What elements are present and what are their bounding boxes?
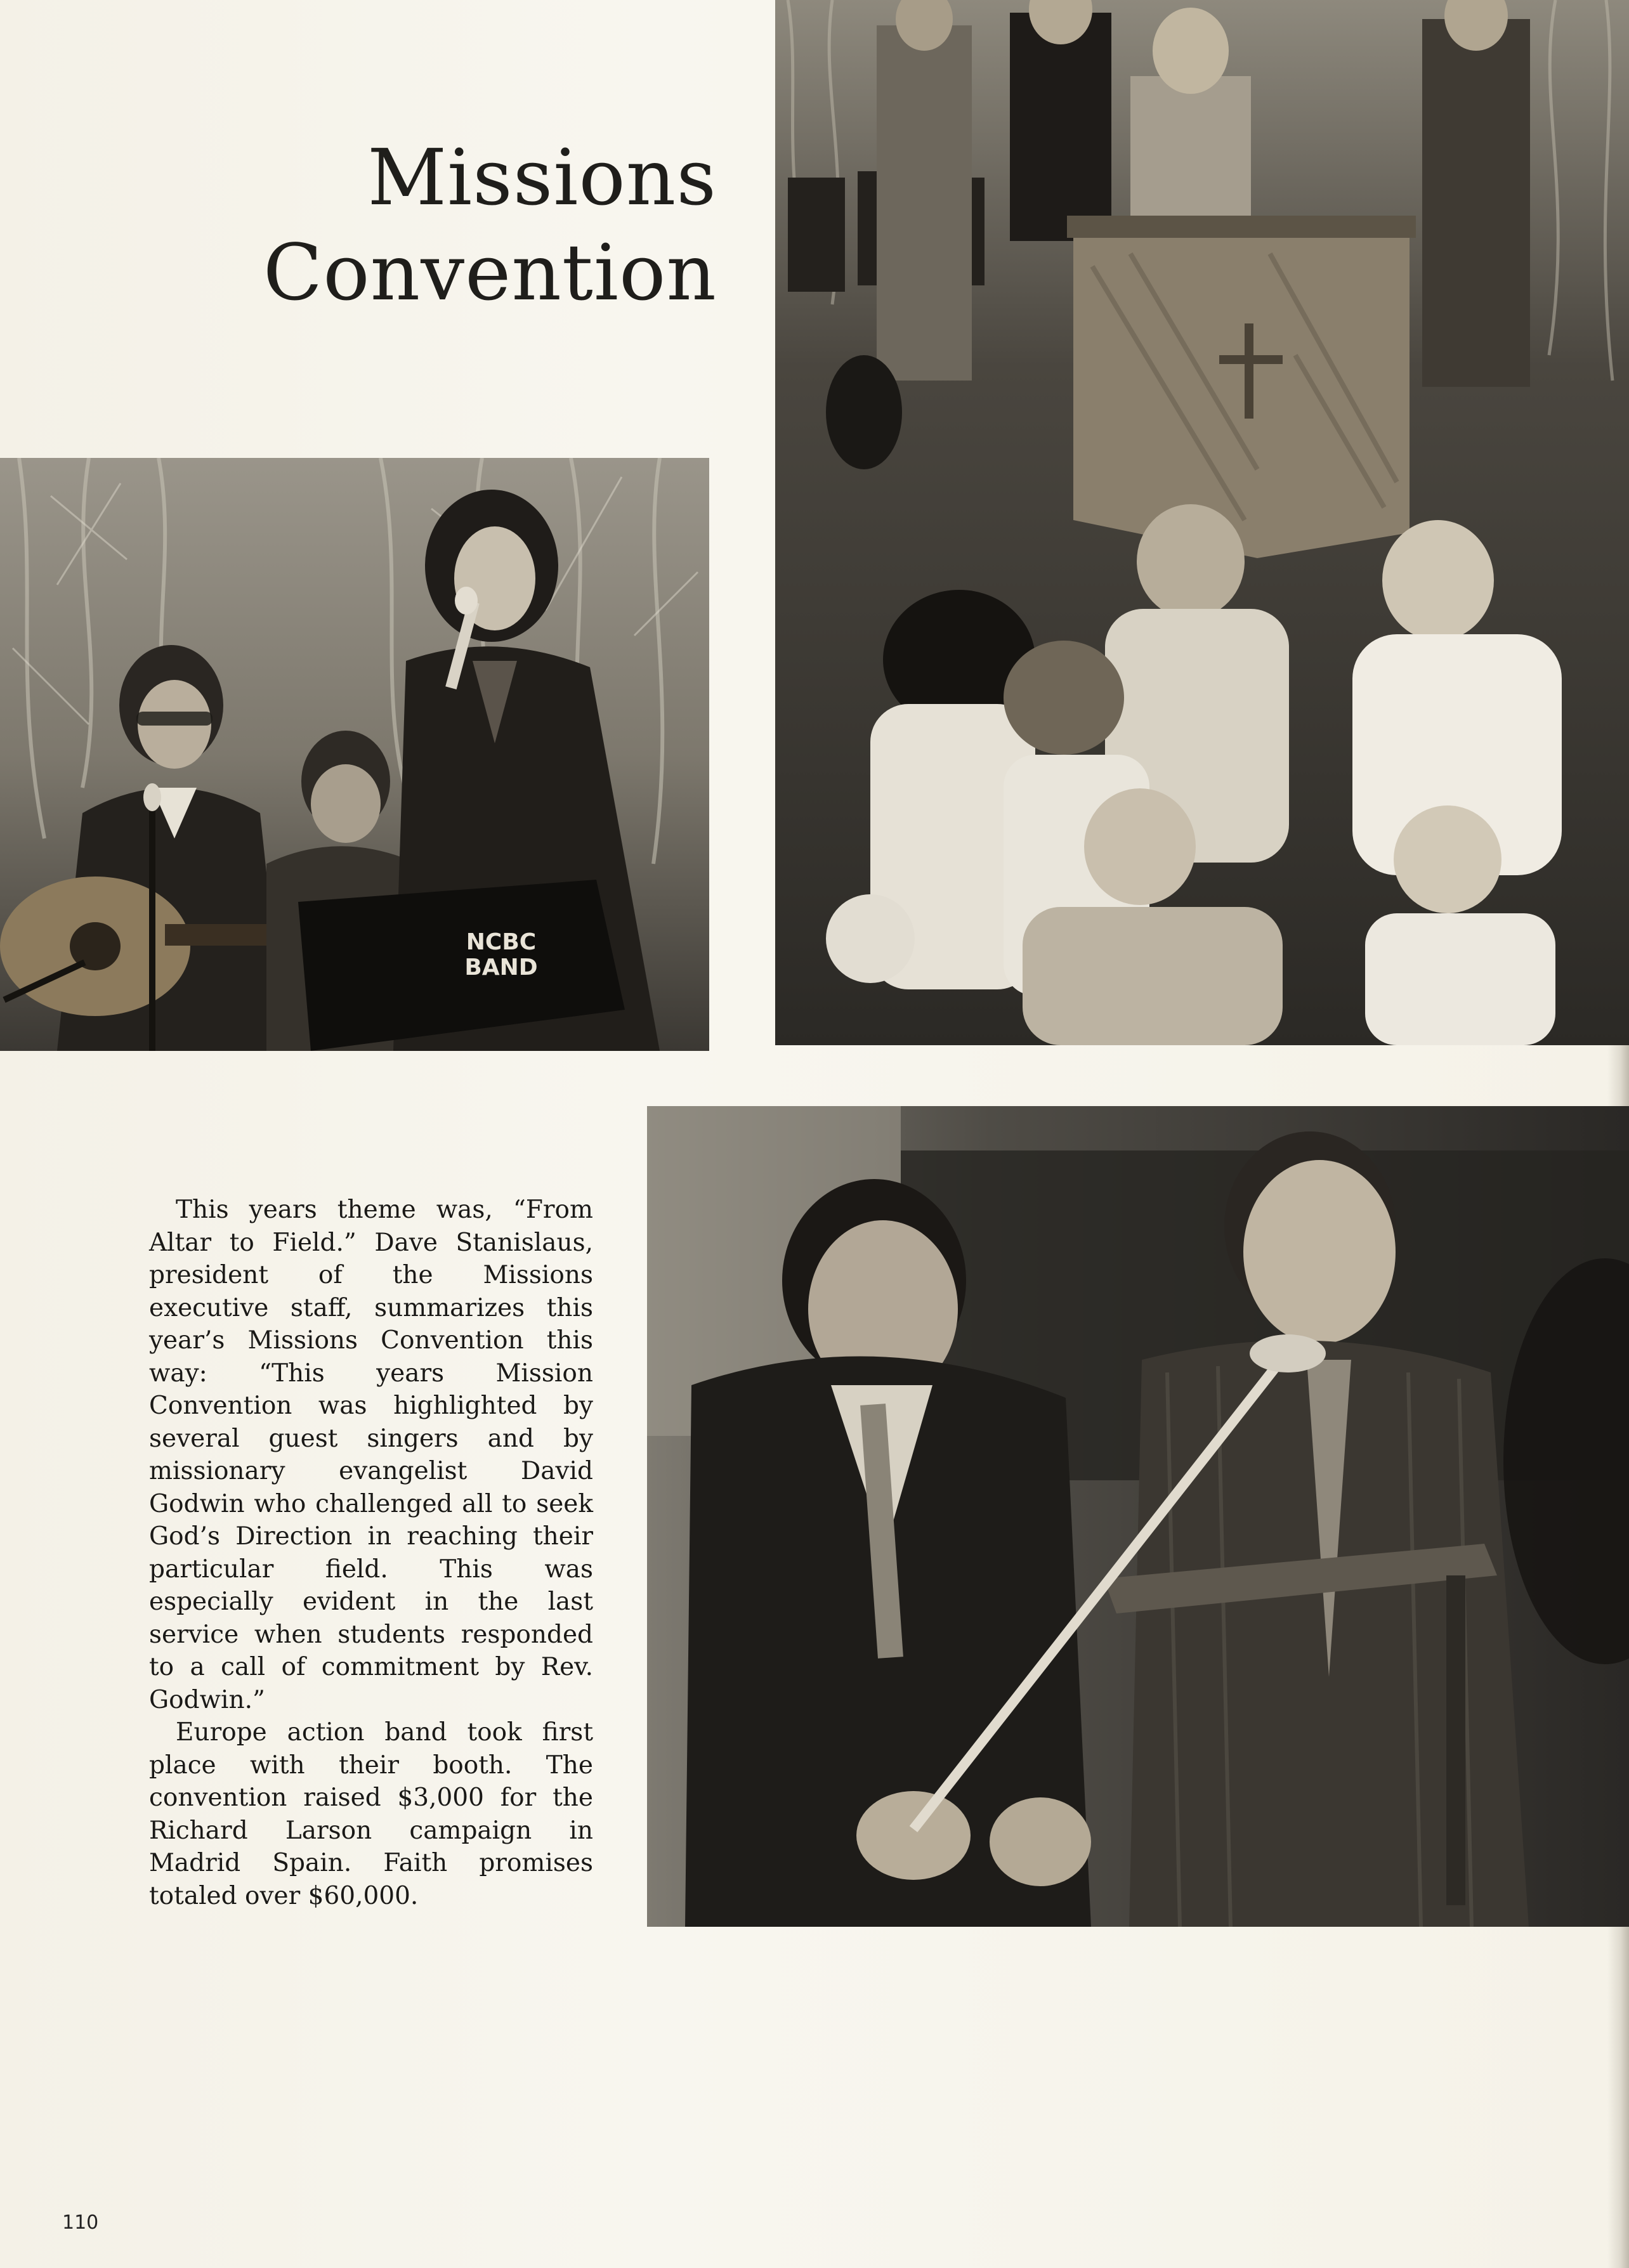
pulpit-photo-illustration bbox=[775, 0, 1629, 1045]
article-paragraph-2: Europe action band took first place with their booth. The convention raised $3,000 for the Richard Larson campaign in Madrid Spain. Faith promises totaled over $60,000. bbox=[149, 1718, 593, 1910]
article-body bbox=[149, 1194, 593, 1912]
page-number: 110 bbox=[62, 2212, 99, 2234]
speakers-photo-illustration bbox=[647, 1106, 1629, 1927]
title-line-1: Missions bbox=[367, 133, 717, 223]
page-title bbox=[190, 130, 717, 320]
band-sign-line-1: NCBC bbox=[466, 929, 537, 955]
band-photo-illustration bbox=[0, 458, 709, 1051]
photo-band-performance bbox=[0, 458, 709, 1051]
photo-pulpit-audience bbox=[775, 0, 1629, 1045]
title-line-2: Convention bbox=[263, 228, 717, 318]
band-sign-line-2: BAND bbox=[464, 955, 538, 981]
photo-speakers-at-lectern bbox=[647, 1106, 1629, 1927]
article-paragraph-1: This years theme was, “From Altar to Field.” Dave Stanislaus, president of the Missions executive staff, summarizes this year’s Missions Convention this way: “This years Mission Convention was highlighted by several guest singers and by missionary evangelist David Godwin who challenged all to seek God’s Direction in reaching their particular field. This was especially evident in the last service when students responded to a call of commitment by Rev. Godwin.” bbox=[149, 1196, 593, 1714]
